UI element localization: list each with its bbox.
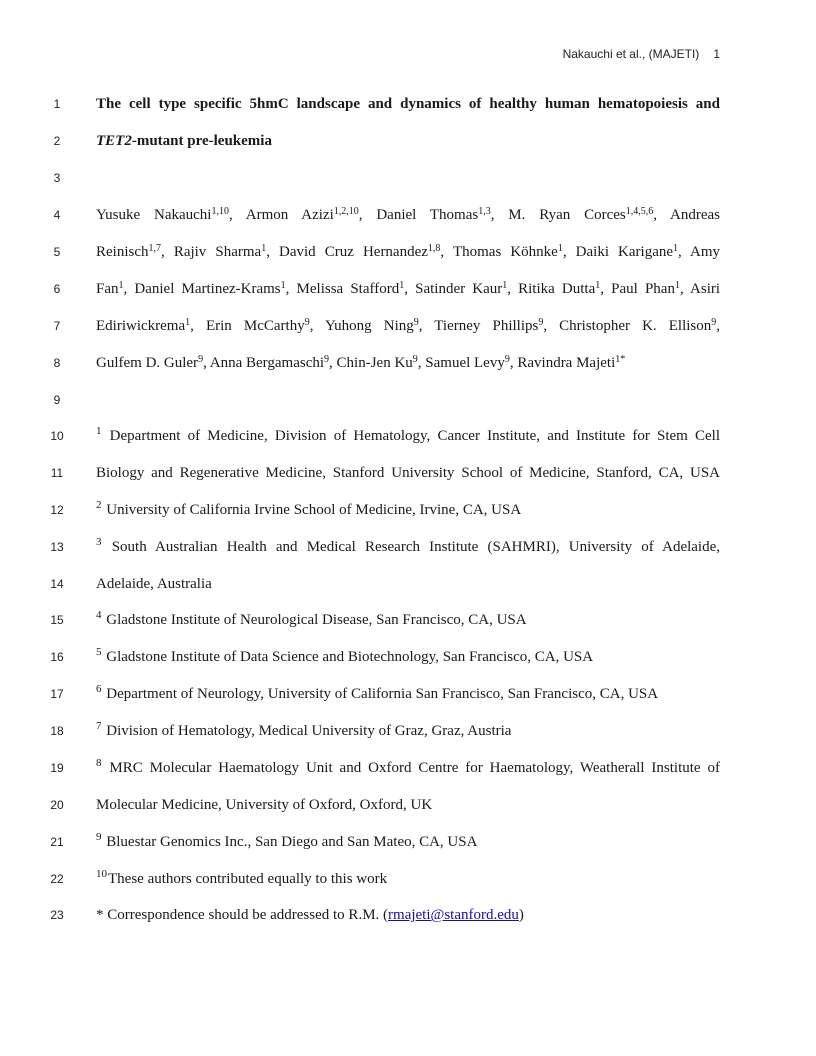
gene-name: TET2 <box>96 133 132 149</box>
line-number: 20 <box>50 798 64 812</box>
affiliation-number: 9 <box>96 831 102 843</box>
affiliation-number: 3 <box>96 536 102 548</box>
author-affiliation-marker: 1 <box>557 243 563 254</box>
author-affiliation-marker: 1 <box>185 317 191 328</box>
author-name: Thomas Köhnke <box>452 244 558 260</box>
author-affiliation-marker: 1,10 <box>211 206 229 217</box>
author-name: Anna Bergamaschi <box>209 355 325 371</box>
author-affiliation-marker: 9 <box>413 317 419 328</box>
line-number: 18 <box>50 724 64 738</box>
author-name: Rajiv Sharma <box>173 244 262 260</box>
line-number: 1 <box>53 97 61 111</box>
author-affiliation-marker: 1,8 <box>427 243 441 254</box>
affiliation-1-cont: Biology and Regenerative Medicine, Stanford University School of Medicine, Stanford, CA, USA <box>96 465 720 481</box>
author-name: Daniel Thomas <box>376 207 479 223</box>
affiliation-8: $^8$ MRC Molecular Haematology Unit and Oxford Centre for Haematology, Weatherall Institute of <box>96 757 720 776</box>
affiliation-number: 5 <box>96 646 102 658</box>
affiliation-number: 7 <box>96 720 102 732</box>
author-affiliation-marker: 1 <box>399 280 405 291</box>
paper-title-line-2 <box>96 132 720 150</box>
author-affiliation-marker: 9 <box>198 354 204 365</box>
author-affiliation-marker: 1 <box>502 280 508 291</box>
author-affiliation-marker: 9 <box>324 354 330 365</box>
author-affiliation-marker: 9 <box>711 317 717 328</box>
line-number: 7 <box>53 319 61 333</box>
email-link[interactable]: rmajeti@stanford.edu <box>388 907 519 923</box>
author-line: Ediriwickrema$^1$, Erin McCarthy$^9$, Yuhong Ning$^9$, Tierney Phillips$^9$, Christopher K. Ellison$^9$, <box>96 317 720 334</box>
author-line: Fan$^1$, Daniel Martinez-Krams$^1$, Melissa Stafford$^1$, Satinder Kaur$^1$, Ritika Dutta$^1$, Paul Phan$^1$, Asiri <box>96 280 721 297</box>
affiliation-number: 6 <box>96 683 102 695</box>
author-name: Samuel Levy <box>425 355 505 371</box>
author-name: Asiri <box>690 281 721 297</box>
author-name: Daniel Martinez-Krams <box>134 281 281 297</box>
affiliation-6: $^6$ Department of Neurology, University of California San Francisco, San Francisco, CA, USA <box>96 683 659 702</box>
author-affiliation-marker: 1 <box>118 280 124 291</box>
author-name: Melissa Stafford <box>296 281 400 297</box>
author-affiliation-marker: 1,7 <box>148 243 161 254</box>
author-affiliation-marker: 9 <box>538 317 544 328</box>
author-name: Yusuke Nakauchi <box>96 207 212 223</box>
line-number: 15 <box>50 613 64 627</box>
line-number: 5 <box>53 245 61 259</box>
line-number: 13 <box>50 540 64 554</box>
author-name: Daiki Karigane <box>575 244 674 260</box>
line-number: 11 <box>50 466 64 480</box>
author-name: Reinisch <box>96 244 149 260</box>
author-line: Reinisch$^{1,7}$, Rajiv Sharma$^1$, David Cruz Hernandez$^{1,8}$, Thomas Köhnke$^1$, Daiki Karigane$^1$, Amy <box>96 243 720 260</box>
line-number: 6 <box>53 282 61 296</box>
title-rest: -mutant pre-leukemia <box>131 133 272 149</box>
author-name: Tierney Phillips <box>434 318 539 334</box>
affiliation-8-cont: Molecular Medicine, University of Oxford, Oxford, UK <box>96 797 433 813</box>
author-affiliation-marker: 9 <box>304 317 310 328</box>
affiliation-5: $^5$ Gladstone Institute of Data Science and Biotechnology, San Francisco, CA, USA <box>96 646 594 665</box>
author-affiliation-marker: 1 <box>280 280 286 291</box>
line-number: 12 <box>50 503 64 517</box>
author-name: Ediriwickrema <box>96 318 186 334</box>
page-number: 1 <box>713 47 720 61</box>
author-affiliation-marker: 1 <box>673 243 679 254</box>
author-affiliation-marker: 1,4,5,6 <box>625 206 654 217</box>
line-number: 8 <box>53 356 61 370</box>
author-name: Fan <box>96 281 119 297</box>
line-number: 4 <box>53 208 61 222</box>
author-name: Yuhong Ning <box>324 318 414 334</box>
author-name: Amy <box>690 244 720 260</box>
author-name: Paul Phan <box>611 281 675 297</box>
author-line: Yusuke Nakauchi$^{1,10}$, Armon Azizi$^{1,2,10}$, Daniel Thomas$^{1,3}$, M. Ryan Corces$^{1,4,5,6}$, Andreas <box>96 206 721 223</box>
author-name: Armon Azizi <box>245 207 334 223</box>
line-number: 16 <box>50 650 64 664</box>
affiliation-number: 10 <box>96 868 107 880</box>
author-affiliation-marker: 9 <box>504 354 510 365</box>
line-number: 3 <box>53 171 61 185</box>
running-header <box>0 47 720 61</box>
line-number: 17 <box>50 687 64 701</box>
author-name: Christopher K. Ellison <box>559 318 712 334</box>
line-number: 14 <box>50 577 64 591</box>
author-affiliation-marker: 1* <box>615 354 626 365</box>
author-affiliation-marker: 1,3 <box>478 206 491 217</box>
affiliation-number: 2 <box>96 499 102 511</box>
author-name: Satinder Kaur <box>415 281 503 297</box>
affiliation-9: $^9$ Bluestar Genomics Inc., San Diego and San Mateo, CA, USA <box>96 831 478 850</box>
author-name: David Cruz Hernandez <box>279 244 428 260</box>
running-title: Nakauchi et al., (MAJETI) <box>562 47 700 61</box>
line-number: 19 <box>50 761 64 775</box>
affiliation-number: 8 <box>96 757 102 769</box>
author-affiliation-marker: 1 <box>674 280 680 291</box>
affiliation-number: 4 <box>96 609 102 621</box>
affiliation-number: 1 <box>96 425 102 437</box>
author-name: Ritika Dutta <box>518 281 596 297</box>
line-number: 2 <box>53 134 61 148</box>
affiliation-4: $^4$ Gladstone Institute of Neurological Disease, San Francisco, CA, USA <box>96 609 527 628</box>
affiliation-1: $^1$ Department of Medicine, Division of Hematology, Cancer Institute, and Institute for Stem Cell <box>96 425 721 444</box>
affiliation-7: $^7$ Division of Hematology, Medical University of Graz, Graz, Austria <box>96 720 512 739</box>
author-name: Ravindra Majeti <box>517 355 616 371</box>
affiliation-2: $^2$ University of California Irvine School of Medicine, Irvine, CA, USA <box>96 499 522 518</box>
author-name: Andreas <box>670 207 721 223</box>
author-affiliation-marker: 1,2,10 <box>333 206 359 217</box>
line-number: 21 <box>50 835 64 849</box>
author-name: Erin McCarthy <box>205 318 305 334</box>
author-line: Gulfem D. Guler$^9$, Anna Bergamaschi$^9$, Chin-Jen Ku$^9$, Samuel Levy$^9$, Ravindra Majeti$^{1*}$ <box>96 354 626 371</box>
author-affiliation-marker: 9 <box>412 354 418 365</box>
paper-title-line-1: The cell type specific 5hmC landscape and dynamics of healthy human hematopoiesis and <box>96 96 720 112</box>
line-number: 9 <box>53 393 61 407</box>
affiliation-3: $^3$ South Australian Health and Medical Research Institute (SAHMRI), University of Adelaide, <box>96 536 720 555</box>
author-name: Chin-Jen Ku <box>336 355 413 371</box>
author-name: M. Ryan Corces <box>508 207 626 223</box>
affiliation-3-cont: Adelaide, Australia <box>96 576 212 592</box>
line-number: 22 <box>50 872 64 886</box>
author-affiliation-marker: 1 <box>595 280 601 291</box>
correspondence: * Correspondence should be addressed to R.M. (rmajeti@stanford.edu) <box>96 907 524 923</box>
affiliation-10: $^{10}$These authors contributed equally to this work <box>96 868 388 887</box>
author-affiliation-marker: 1 <box>261 243 267 254</box>
author-name: Gulfem D. Guler <box>96 355 199 371</box>
line-number: 23 <box>50 908 64 922</box>
line-number: 10 <box>50 429 64 443</box>
